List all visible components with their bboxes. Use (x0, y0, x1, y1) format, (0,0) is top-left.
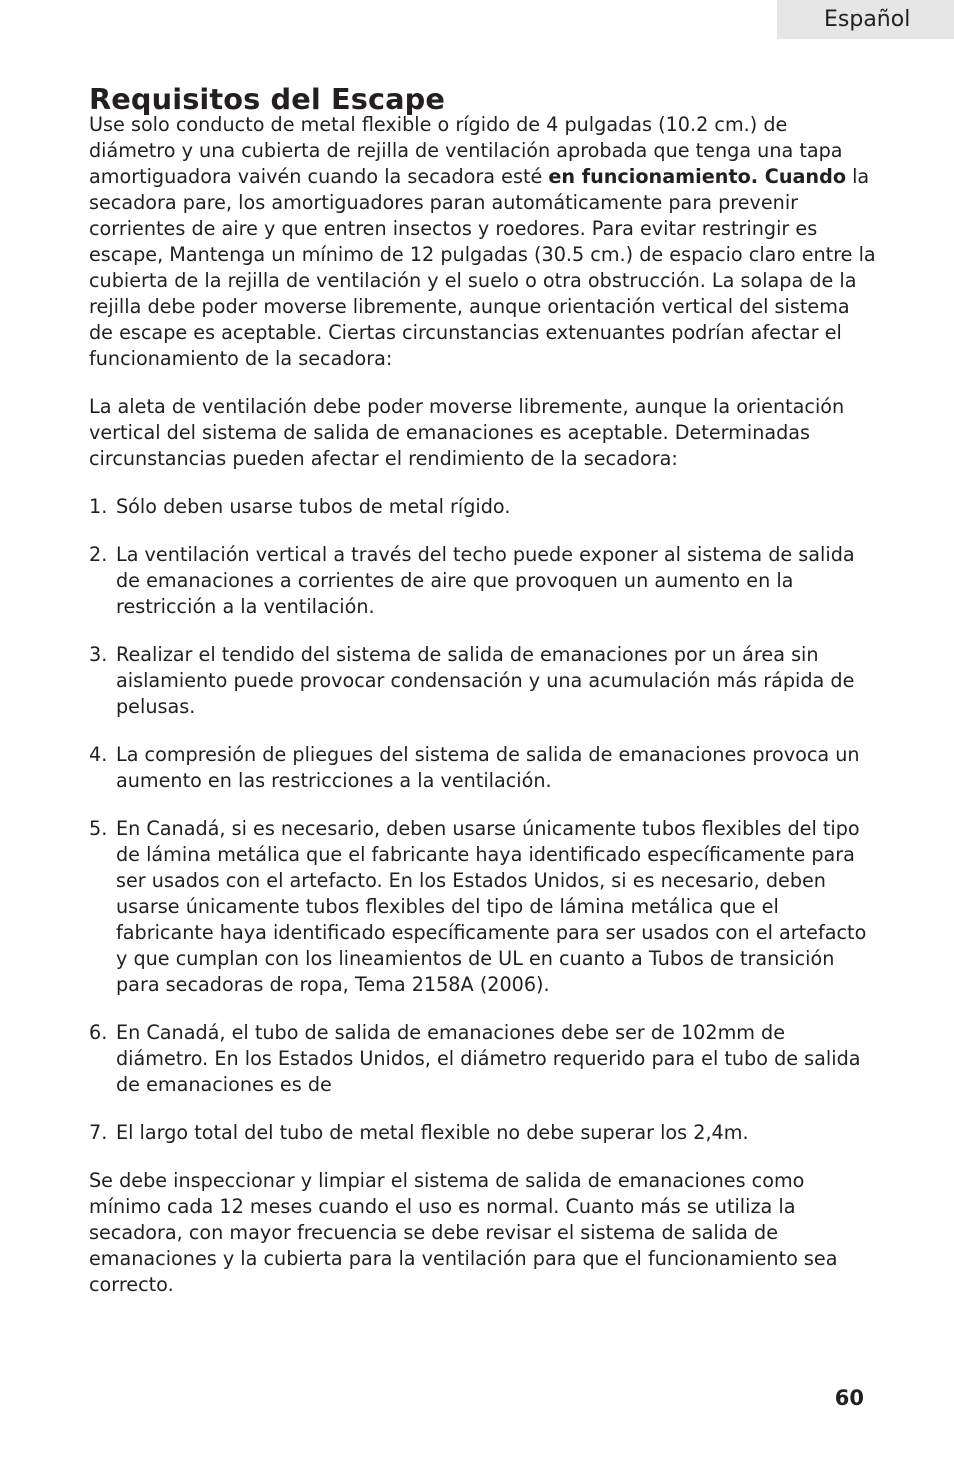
list-item (89, 494, 879, 520)
list-item (89, 642, 879, 720)
list-item-text: En Canadá, el tubo de salida de emanaciones debe ser de 102mm de diámetro. En los Estados Unidos, el diámetro requerido para el tubo de salida de emanaciones es de (116, 1021, 861, 1096)
intro-text-start: Use solo conducto de metal flexible o rígido de 4 pulgadas (10.2 cm.) de diámetro y una cubierta de rejilla de ventilación aprobada que tenga una tapa amortiguadora vaivén cuando la secadora esté (89, 113, 843, 188)
list-item-text: Sólo deben usarse tubos de metal rígido. (116, 495, 511, 518)
intro-text-end: la secadora pare, los amortiguadores paran automáticamente para prevenir corrientes de aire y que entren insectos y roedores. Para evitar restringir es escape, Mantenga un mínimo de 12 pulgadas (30.5 cm.) de espacio claro entre la cubierta de la rejilla de ventilación y el suelo o otra obstrucción. La solapa de la rejilla debe poder moverse libremente, aunque orientación vertical del sistema de escape es aceptable. Ciertas circunstancias extenuantes podrían afectar el funcionamiento de la secadora: (89, 165, 876, 370)
list-item-number: 4. (89, 743, 108, 766)
list-item-number: 3. (89, 643, 108, 666)
list-item-text: Realizar el tendido del sistema de salida de emanaciones por un área sin aislamiento puede provocar condensación y una acumulación más rápida de pelusas. (116, 643, 855, 718)
document-body (89, 82, 879, 1298)
intro-paragraph (89, 112, 879, 372)
vent-flap-paragraph: La aleta de ventilación debe poder moverse libremente, aunque la orientación vertical del sistema de salida de emanaciones es aceptable. Determinadas circunstancias pueden afectar el rendimiento de la secadora: (89, 395, 845, 470)
list-item-number: 6. (89, 1021, 108, 1044)
list-item (89, 542, 879, 620)
section-heading: Requisitos del Escape (89, 82, 446, 116)
list-item-number: 5. (89, 817, 108, 840)
page-number: 60 (834, 1386, 864, 1410)
list-item-number: 2. (89, 543, 108, 566)
list-item-text: En Canadá, si es necesario, deben usarse únicamente tubos flexibles del tipo de lámina metálica que el fabricante haya identificado específicamente para ser usados con el artefacto. En los Estados Unidos, si es necesario, deben usarse únicamente tubos flexibles del tipo de lámina metálica que el fabricante haya identificado específicamente para ser usados con el artefacto y que cumplan con los lineamientos de UL en cuanto a Tubos de transición para secadoras de ropa, Tema 2158A (2006). (116, 817, 867, 996)
list-item (89, 1020, 879, 1098)
list-item-text: El largo total del tubo de metal flexible no debe superar los 2,4m. (116, 1121, 749, 1144)
list-item-number: 1. (89, 495, 108, 518)
requirements-list (89, 494, 879, 1146)
intro-text-bold: en funcionamiento. Cuando (548, 165, 846, 188)
list-item (89, 816, 879, 998)
list-item (89, 742, 879, 794)
language-tab (777, 0, 954, 39)
list-item-text: La compresión de pliegues del sistema de salida de emanaciones provoca un aumento en las restricciones a la ventilación. (116, 743, 860, 792)
list-item (89, 1120, 879, 1146)
language-tab-label: Español (824, 7, 911, 32)
closing-paragraph: Se debe inspeccionar y limpiar el sistema de salida de emanaciones como mínimo cada 12 meses cuando el uso es normal. Cuanto más se utiliza la secadora, con mayor frecuencia se debe revisar el sistema de salida de emanaciones y la cubierta para la ventilación para que el funcionamiento sea correcto. (89, 1169, 838, 1296)
list-item-text: La ventilación vertical a través del techo puede exponer al sistema de salida de emanaciones a corrientes de aire que provoquen un aumento en la restricción a la ventilación. (116, 543, 855, 618)
list-item-number: 7. (89, 1121, 108, 1144)
